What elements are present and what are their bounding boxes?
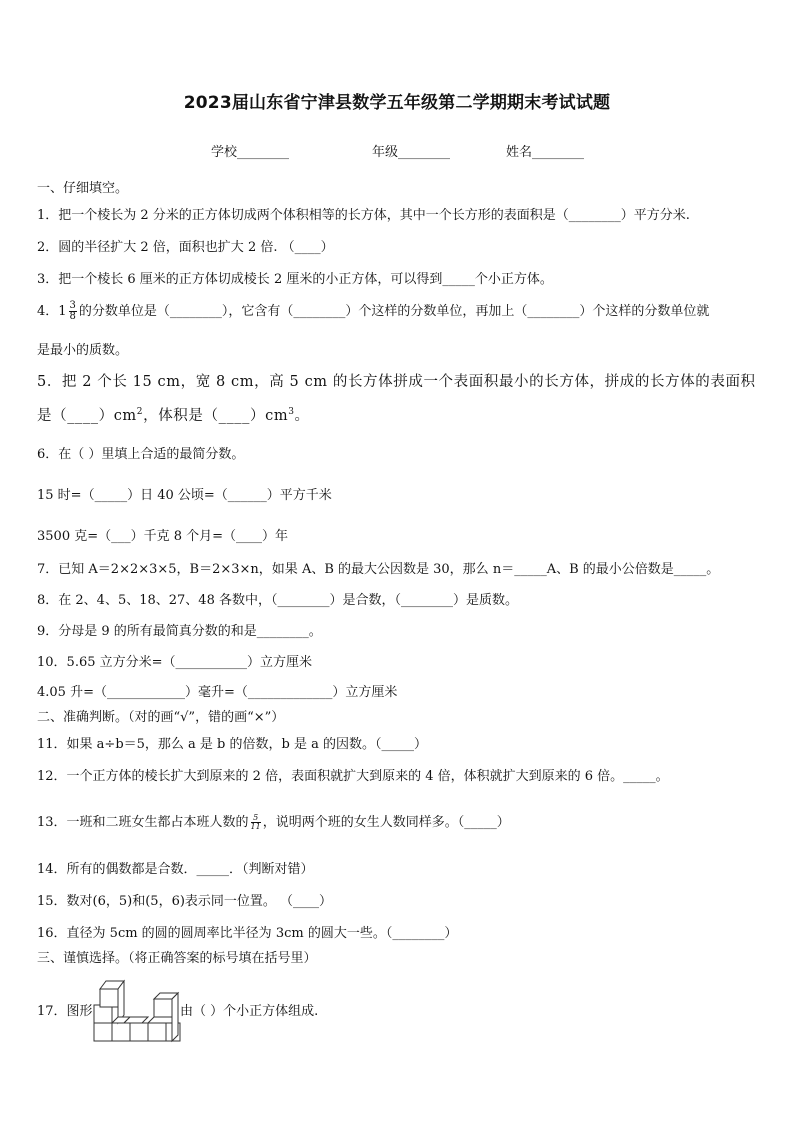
section-1-heading: 一、仔细填空。 bbox=[37, 181, 129, 196]
question-12: 12．一个正方体的棱长扩大到原来的 2 倍，表面积就扩大到原来的 4 倍，体积就扩大到原来的 6 倍。_____。 bbox=[37, 769, 669, 784]
cube-figure bbox=[92, 975, 184, 1045]
question-4-text: 的分数单位是（________），它含有（________）个这样的分数单位，再加上（________）个这样的分数单位就 bbox=[78, 304, 710, 319]
question-13 bbox=[37, 814, 510, 831]
question-17-text: 由（ ）个小正方体组成. bbox=[180, 1004, 319, 1019]
question-3: 3．把一个棱长 6 厘米的正方体切成棱长 2 厘米的小正方体，可以得到_____个小正方体。 bbox=[37, 272, 553, 287]
cube-side bbox=[172, 993, 178, 1041]
cube-face bbox=[148, 1023, 166, 1041]
question-1: 1．把一个棱长为 2 分米的正方体切成两个体积相等的长方体，其中一个长方形的表面积是（________）平方分米. bbox=[37, 208, 690, 223]
page-title: 2023届山东省宁津县数学五年级第二学期期末考试试题 bbox=[183, 93, 611, 113]
fraction-numerator: 3 bbox=[69, 300, 76, 311]
cube-face bbox=[94, 1005, 112, 1023]
question-10-row-2: 4.05 升=（____________）毫升=（_____________）立方厘米 bbox=[37, 685, 398, 700]
question-2: 2．圆的半径扩大 2 倍，面积也扩大 2 倍. （____） bbox=[37, 240, 334, 255]
fraction-denominator: 11 bbox=[250, 822, 261, 831]
question-7: 7．已知 A＝2×2×3×5，B＝2×3×n，如果 A、B 的最大公因数是 30，那么 n＝_____A、B 的最小公倍数是_____。 bbox=[37, 562, 720, 577]
question-4 bbox=[37, 301, 709, 322]
question-8: 8．在 2、4、5、18、27、48 各数中，（________）是合数，（________）是质数。 bbox=[37, 593, 518, 608]
q5-part-c: 。 bbox=[294, 407, 310, 424]
question-5-line-1: 5．把 2 个长 15 cm，宽 8 cm，高 5 cm 的长方体拼成一个表面积最小的长方体，拼成的长方体的表面积 bbox=[37, 374, 756, 390]
question-15: 15．数对(6，5)和(5，6)表示同一位置。 （____） bbox=[37, 894, 333, 909]
question-6-row-1: 15 时=（_____）日 40 公顷=（______）平方千米 bbox=[37, 488, 332, 503]
mixed-fraction bbox=[69, 301, 77, 322]
cube-face bbox=[112, 1023, 130, 1041]
grade-field: 年级________ bbox=[372, 145, 451, 160]
fraction-denominator: 8 bbox=[69, 311, 76, 322]
section-2-heading: 二、准确判断。（对的画“√”，错的画“×”） bbox=[37, 710, 285, 725]
question-17-prefix: 17．图形 bbox=[37, 1004, 93, 1019]
question-5-line-2 bbox=[37, 404, 310, 424]
question-6-row-2: 3500 克=（___）千克 8 个月=（____）年 bbox=[37, 529, 289, 544]
fraction-5-11 bbox=[251, 814, 261, 831]
cube-edge bbox=[148, 1017, 154, 1023]
cube-face bbox=[94, 1023, 112, 1041]
q5-sup-3: 3 bbox=[288, 407, 295, 417]
question-4-prefix: 4．1 bbox=[37, 304, 67, 319]
cube-face bbox=[100, 989, 118, 1007]
cube-face bbox=[154, 999, 172, 1017]
question-11: 11．如果 a÷b＝5，那么 a 是 b 的倍数，b 是 a 的因数。（_____） bbox=[37, 737, 427, 752]
name-field: 姓名________ bbox=[506, 145, 585, 160]
section-3-heading: 三、谨慎选择。（将正确答案的标号填在括号里） bbox=[37, 951, 317, 966]
question-13-prefix: 13．一班和二班女生都占本班人数的 bbox=[37, 815, 249, 830]
school-field: 学校________ bbox=[211, 145, 290, 160]
cube-face bbox=[130, 1023, 148, 1041]
question-13-text: ，说明两个班的女生人数同样多。（_____） bbox=[262, 815, 510, 830]
question-10: 10．5.65 立方分米=（___________）立方厘米 bbox=[37, 655, 313, 670]
question-4-line-2: 是最小的质数。 bbox=[37, 343, 129, 358]
question-16: 16．直径为 5cm 的圆的圆周率比半径为 3cm 的圆大一些。（________） bbox=[37, 926, 458, 941]
question-6: 6．在（ ）里填上合适的最简分数。 bbox=[37, 447, 245, 462]
question-9: 9．分母是 9 的所有最简真分数的和是________。 bbox=[37, 624, 322, 639]
question-14: 14．所有的偶数都是合数．_____．（判断对错） bbox=[37, 862, 314, 877]
q5-sup-2: 2 bbox=[136, 407, 144, 417]
q5-part-a: 是（____）cm bbox=[37, 407, 137, 424]
fraction-numerator: 5 bbox=[251, 814, 261, 823]
q5-part-b: ，体积是（____）cm bbox=[143, 407, 289, 424]
